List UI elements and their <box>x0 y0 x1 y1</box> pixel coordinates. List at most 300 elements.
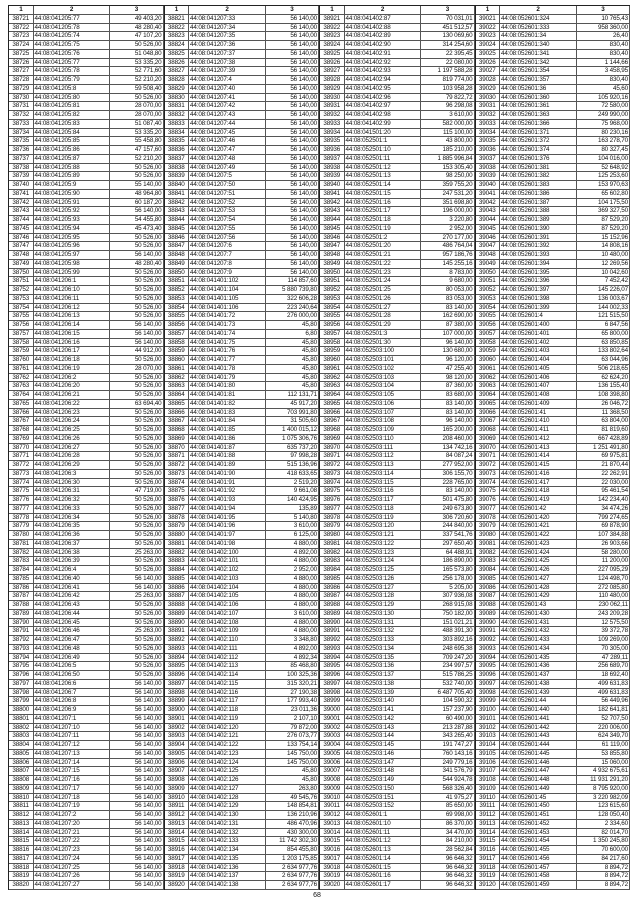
table-row <box>476 146 631 155</box>
cadastral-number: 44:08:052601:440 <box>500 706 577 715</box>
cadastral-number: 44:08:052601:427 <box>500 575 577 584</box>
value-cell: 26 046,72 <box>577 400 630 409</box>
cadastral-number: 44:08:041207:39 <box>189 67 266 76</box>
table-row <box>165 680 320 689</box>
table-row <box>9 94 164 103</box>
table-row <box>165 295 320 304</box>
value-cell: 34 474,26 <box>577 505 630 514</box>
table-row <box>165 426 320 435</box>
value-cell: 343 265,40 <box>421 732 474 741</box>
cadastral-number: 44:08:041402:122 <box>189 741 266 750</box>
cadastral-number: 44:08:041402:94 <box>345 76 422 85</box>
row-number: 38992 <box>320 636 345 645</box>
table-row <box>165 417 320 426</box>
row-number: 38794 <box>9 654 34 663</box>
value-cell: 56 140,00 <box>266 129 319 138</box>
table-row <box>9 120 164 129</box>
table-row <box>165 741 320 750</box>
cadastral-number: 44:08:041402:119 <box>189 715 266 724</box>
cadastral-number: 44:08:041207:16 <box>34 776 111 785</box>
value-cell: 276 000,00 <box>266 312 319 321</box>
row-number: 39117 <box>476 855 501 864</box>
value-cell: 56 140,00 <box>110 706 163 715</box>
cadastral-number: 44:08:052501:17 <box>345 207 422 216</box>
table-row <box>9 225 164 234</box>
row-number: 38995 <box>320 662 345 671</box>
table-row <box>9 610 164 619</box>
value-cell: 185 210,00 <box>421 146 474 155</box>
cadastral-number: 44:08:041207:37 <box>189 50 266 59</box>
cadastral-number: 44:08:041401:79 <box>189 374 266 383</box>
value-cell: 23 011,36 <box>266 706 319 715</box>
table-row <box>320 540 475 549</box>
value-cell: 208 460,00 <box>421 435 474 444</box>
row-number: 39056 <box>476 321 501 330</box>
row-number: 38898 <box>165 689 190 698</box>
value-cell: 4 880,00 <box>266 557 319 566</box>
row-number: 39101 <box>476 715 501 724</box>
row-number: 39048 <box>476 251 501 260</box>
cadastral-number: 44:08:052601:399 <box>500 304 577 313</box>
table-row <box>320 584 475 593</box>
table-row <box>320 400 475 409</box>
row-number: 38782 <box>9 549 34 558</box>
table-row <box>320 671 475 680</box>
cadastral-number: 44:08:052503:107 <box>345 409 422 418</box>
table-row <box>476 417 631 426</box>
table-row <box>165 400 320 409</box>
value-cell: 53 335,20 <box>110 59 163 68</box>
value-cell: 6 125,00 <box>266 531 319 540</box>
row-number: 38839 <box>165 172 190 181</box>
table-row <box>476 566 631 575</box>
table-row <box>320 514 475 523</box>
column-header: 3 <box>110 6 163 15</box>
table-row <box>476 837 631 846</box>
cadastral-number: 44:08:052503:141 <box>345 706 422 715</box>
cadastral-number: 44:08:041402:115 <box>189 680 266 689</box>
cadastral-number: 44:08:052601:454 <box>500 837 577 846</box>
row-number: 38842 <box>165 199 190 208</box>
value-cell: 136 155,40 <box>577 382 630 391</box>
value-cell: 62 624,20 <box>577 374 630 383</box>
row-number: 38799 <box>9 697 34 706</box>
table-row <box>476 864 631 873</box>
value-cell: 213 287,88 <box>421 724 474 733</box>
cadastral-number: 44:08:041402:104 <box>189 584 266 593</box>
cadastral-number: 44:08:041206:39 <box>34 557 111 566</box>
table-row <box>9 619 164 628</box>
cadastral-number: 44:08:052601:456 <box>500 855 577 864</box>
value-cell: 96 646,32 <box>421 855 474 864</box>
cadastral-number: 44:08:041206:3 <box>34 470 111 479</box>
row-number: 38881 <box>165 540 190 549</box>
cadastral-number: 44:08:052601:382 <box>500 172 577 181</box>
value-cell: 52 771,60 <box>110 67 163 76</box>
row-number: 39043 <box>476 207 501 216</box>
cadastral-number: 44:08:041402:137 <box>189 872 266 881</box>
row-number: 38910 <box>165 794 190 803</box>
row-number: 39067 <box>476 417 501 426</box>
value-cell: 10 480,00 <box>577 251 630 260</box>
table-row <box>320 330 475 339</box>
value-cell: 2 334,60 <box>577 820 630 829</box>
cadastral-number: 44:08:052503:116 <box>345 487 422 496</box>
table-row <box>476 557 631 566</box>
value-cell: 418 633,65 <box>266 470 319 479</box>
table-row <box>320 881 475 890</box>
cadastral-number: 44:08:052503:106 <box>345 400 422 409</box>
cadastral-number: 44:08:052601:408 <box>500 391 577 400</box>
value-cell: 515 786,25 <box>421 671 474 680</box>
table-row <box>476 295 631 304</box>
value-cell: 136 003,67 <box>577 295 630 304</box>
value-cell: 220 006,00 <box>577 724 630 733</box>
value-cell: 430 300,00 <box>266 829 319 838</box>
table-row <box>476 514 631 523</box>
value-cell: 44 912,00 <box>110 347 163 356</box>
row-number: 38748 <box>9 251 34 260</box>
value-cell: 50 526,00 <box>110 277 163 286</box>
row-number: 38774 <box>9 479 34 488</box>
cadastral-number: 44:08:041402:136 <box>189 864 266 873</box>
value-cell: 51 048,80 <box>110 50 163 59</box>
table-row <box>165 470 320 479</box>
row-number: 39046 <box>476 234 501 243</box>
table-row <box>320 339 475 348</box>
row-number: 39108 <box>476 776 501 785</box>
row-number: 39093 <box>476 645 501 654</box>
cadastral-number: 44:08:041206:23 <box>34 409 111 418</box>
value-cell: 55 140,00 <box>110 181 163 190</box>
value-cell: 56 140,00 <box>110 715 163 724</box>
row-number: 38846 <box>165 234 190 243</box>
table-row <box>165 94 320 103</box>
table-row <box>9 872 164 881</box>
value-cell: 8 894,72 <box>577 881 630 890</box>
cadastral-number: 44:08:052601:449 <box>500 785 577 794</box>
cadastral-number: 44:08:041206:20 <box>34 382 111 391</box>
cadastral-number: 44:08:052503:111 <box>345 444 422 453</box>
cadastral-number: 44:08:052601:41 <box>500 409 577 418</box>
row-number: 38731 <box>9 102 34 111</box>
row-number: 38894 <box>165 654 190 663</box>
row-number: 38868 <box>165 426 190 435</box>
cadastral-number: 44:08:052501:23 <box>345 269 422 278</box>
cadastral-number: 44:08:052601:431 <box>500 619 577 628</box>
value-cell: 28 562,84 <box>421 846 474 855</box>
value-cell: 957 186,76 <box>421 251 474 260</box>
table-row <box>320 76 475 85</box>
cadastral-number: 44:08:041402:133 <box>189 837 266 846</box>
cadastral-number: 44:08:041207:1 <box>34 715 111 724</box>
value-cell: 56 140,00 <box>110 339 163 348</box>
cadastral-number: 44:08:052601:458 <box>500 872 577 881</box>
value-cell: 568 326,40 <box>421 785 474 794</box>
cadastral-number: 44:08:052601:395 <box>500 269 577 278</box>
cadastral-number: 44:08:041206:17 <box>34 347 111 356</box>
table-row <box>476 592 631 601</box>
header-row <box>165 6 320 15</box>
cadastral-number: 44:08:041401:72 <box>189 312 266 321</box>
row-number: 39029 <box>476 85 501 94</box>
cadastral-number: 44:08:052601:43 <box>500 601 577 610</box>
value-cell: 50 526,00 <box>110 382 163 391</box>
table-row <box>476 531 631 540</box>
value-cell: 52 648,92 <box>577 164 630 173</box>
value-cell: 8 894,72 <box>577 864 630 873</box>
table-row <box>165 251 320 260</box>
cadastral-number: 44:08:052601:444 <box>500 741 577 750</box>
cadastral-number: 44:08:041402:121 <box>189 732 266 741</box>
value-cell: 56 140,00 <box>110 330 163 339</box>
cadastral-number: 44:08:041402:129 <box>189 802 266 811</box>
column-header: 1 <box>320 6 345 15</box>
table-row <box>476 15 631 24</box>
value-cell: 56 140,00 <box>110 207 163 216</box>
cadastral-number: 44:08:041206:28 <box>34 452 111 461</box>
row-number: 38737 <box>9 155 34 164</box>
value-cell: 22 395,45 <box>421 50 474 59</box>
cadastral-number: 44:08:052601:42 <box>500 505 577 514</box>
cadastral-number: 44:08:041401:89 <box>189 461 266 470</box>
row-number: 38871 <box>165 452 190 461</box>
value-cell: 47 289,11 <box>577 654 630 663</box>
row-number: 39079 <box>476 522 501 531</box>
table-row <box>165 172 320 181</box>
cadastral-number: 44:08:041401:88 <box>189 452 266 461</box>
value-cell: 63 804,00 <box>577 417 630 426</box>
value-cell: 958 360,00 <box>577 24 630 33</box>
table-row <box>476 391 631 400</box>
row-number: 38897 <box>165 680 190 689</box>
table-row <box>320 391 475 400</box>
row-number: 39054 <box>476 304 501 313</box>
value-cell: 69 998,00 <box>421 811 474 820</box>
cadastral-number: 44:08:052601:442 <box>500 724 577 733</box>
table-row <box>9 776 164 785</box>
value-cell: 47 107,20 <box>110 32 163 41</box>
value-cell: 52 707,50 <box>577 715 630 724</box>
table-row <box>320 295 475 304</box>
table-row <box>9 146 164 155</box>
cadastral-number: 44:08:041402:107 <box>189 610 266 619</box>
table-row <box>476 496 631 505</box>
row-number: 39106 <box>476 759 501 768</box>
row-number: 39068 <box>476 426 501 435</box>
table-row <box>320 654 475 663</box>
value-cell: 41 975,27 <box>421 794 474 803</box>
value-cell: 56 140,00 <box>110 794 163 803</box>
table-row <box>476 199 631 208</box>
table-row <box>476 277 631 286</box>
table-row <box>9 689 164 698</box>
cadastral-number: 44:08:041402:134 <box>189 846 266 855</box>
cadastral-number: 44:08:052601:371 <box>500 129 577 138</box>
row-number: 38857 <box>165 330 190 339</box>
cadastral-number: 44:08:041206:38 <box>34 549 111 558</box>
value-cell: 6 847,56 <box>577 321 630 330</box>
cadastral-number: 44:08:041401:106 <box>189 304 266 313</box>
cadastral-number: 44:08:041206:49 <box>34 654 111 663</box>
table-row <box>320 225 475 234</box>
value-cell: 64 488,91 <box>421 549 474 558</box>
value-cell: 63 850,85 <box>577 339 630 348</box>
cadastral-number: 44:08:052601:13 <box>345 846 422 855</box>
row-number: 38968 <box>320 426 345 435</box>
table-row <box>9 435 164 444</box>
table-row <box>165 785 320 794</box>
column-header: 1 <box>165 6 190 15</box>
row-number: 38886 <box>165 584 190 593</box>
table-row <box>320 251 475 260</box>
value-cell: 83 680,00 <box>421 391 474 400</box>
cadastral-number: 44:08:041205:85 <box>34 137 111 146</box>
table-row <box>9 802 164 811</box>
column-header: 3 <box>266 6 319 15</box>
value-cell: 3 610,00 <box>421 111 474 120</box>
cadastral-number: 44:08:052601:412 <box>500 435 577 444</box>
row-number: 38786 <box>9 584 34 593</box>
cadastral-number: 44:08:041207:14 <box>34 759 111 768</box>
table-row <box>9 59 164 68</box>
table-block <box>8 5 164 890</box>
row-number: 38787 <box>9 592 34 601</box>
value-cell: 256 178,00 <box>421 575 474 584</box>
table-row <box>165 146 320 155</box>
cadastral-number: 44:08:041205:93 <box>34 216 111 225</box>
table-row <box>320 199 475 208</box>
cadastral-number: 44:08:041401:76 <box>189 347 266 356</box>
cadastral-number: 44:08:052503:150 <box>345 785 422 794</box>
row-number: 38884 <box>165 566 190 575</box>
cadastral-number: 44:08:052601:392 <box>500 242 577 251</box>
row-number: 38959 <box>320 347 345 356</box>
row-number: 38980 <box>320 531 345 540</box>
value-cell: 50 526,00 <box>110 566 163 575</box>
cadastral-number: 44:08:041401:81 <box>189 391 266 400</box>
value-cell: 52 210,20 <box>110 76 163 85</box>
cadastral-number: 44:08:041207:20 <box>34 820 111 829</box>
row-number: 38972 <box>320 461 345 470</box>
table-row <box>476 802 631 811</box>
cadastral-number: 44:08:041205:91 <box>34 199 111 208</box>
column-header: 3 <box>577 6 630 15</box>
cadastral-number: 44:08:041206:36 <box>34 531 111 540</box>
table-row <box>165 697 320 706</box>
value-cell: 50 526,00 <box>110 164 163 173</box>
value-cell: 56 140,00 <box>266 15 319 24</box>
table-row <box>476 304 631 313</box>
value-cell: 124 498,70 <box>577 575 630 584</box>
value-cell: 60 490,00 <box>421 715 474 724</box>
row-number: 39062 <box>476 374 501 383</box>
table-row <box>9 636 164 645</box>
value-cell: 11 200,00 <box>577 557 630 566</box>
cadastral-number: 44:08:041205:97 <box>34 251 111 260</box>
table-row <box>320 496 475 505</box>
cadastral-number: 44:08:052601:387 <box>500 199 577 208</box>
row-number: 39057 <box>476 330 501 339</box>
table-row <box>320 706 475 715</box>
table-row <box>165 24 320 33</box>
value-cell: 249 673,80 <box>421 505 474 514</box>
cadastral-number: 44:08:052601:394 <box>500 260 577 269</box>
row-number: 38863 <box>165 382 190 391</box>
row-number: 38876 <box>165 496 190 505</box>
row-number: 39104 <box>476 741 501 750</box>
cadastral-number: 44:08:052503:135 <box>345 654 422 663</box>
value-cell: 50 526,00 <box>110 531 163 540</box>
cadastral-number: 44:08:052601:445 <box>500 750 577 759</box>
table-row <box>476 59 631 68</box>
row-number: 38764 <box>9 391 34 400</box>
table-row <box>9 697 164 706</box>
row-number: 38850 <box>165 269 190 278</box>
cadastral-number: 44:08:052501:26 <box>345 295 422 304</box>
value-cell: 1 885 996,84 <box>421 155 474 164</box>
cadastral-number: 44:08:052601:400 <box>500 321 577 330</box>
table-row <box>165 365 320 374</box>
table-row <box>9 24 164 33</box>
row-number: 39013 <box>320 820 345 829</box>
value-cell: 70 031,01 <box>421 15 474 24</box>
table-row <box>165 794 320 803</box>
table-row <box>320 452 475 461</box>
value-cell: 79 822,72 <box>421 94 474 103</box>
table-row <box>320 724 475 733</box>
cadastral-number: 44:08:041207:6 <box>189 242 266 251</box>
cadastral-number: 44:08:041207:47 <box>189 146 266 155</box>
row-number: 38767 <box>9 417 34 426</box>
value-cell: 50 526,00 <box>110 654 163 663</box>
row-number: 38912 <box>165 811 190 820</box>
cadastral-number: 44:08:052601:422 <box>500 531 577 540</box>
table-row <box>320 759 475 768</box>
row-number: 38870 <box>165 444 190 453</box>
cadastral-number: 44:08:041501:20 <box>345 129 422 138</box>
value-cell: 2 519,20 <box>266 479 319 488</box>
row-number: 39075 <box>476 487 501 496</box>
cadastral-number: 44:08:041402:128 <box>189 794 266 803</box>
cadastral-number: 44:08:052601:34 <box>500 32 577 41</box>
value-cell: 303 892,16 <box>421 636 474 645</box>
row-number: 39039 <box>476 172 501 181</box>
value-cell: 56 140,00 <box>266 207 319 216</box>
row-number: 38865 <box>165 400 190 409</box>
value-cell: 45,80 <box>266 356 319 365</box>
row-number: 39049 <box>476 260 501 269</box>
row-number: 38866 <box>165 409 190 418</box>
row-number: 38936 <box>320 146 345 155</box>
cadastral-number: 44:08:052503:127 <box>345 584 422 593</box>
cadastral-number: 44:08:052503:124 <box>345 557 422 566</box>
cadastral-number: 44:08:052501:14 <box>345 181 422 190</box>
table-row <box>165 242 320 251</box>
row-number: 39074 <box>476 479 501 488</box>
row-number: 38741 <box>9 190 34 199</box>
row-number: 38788 <box>9 601 34 610</box>
cadastral-number: 44:08:041401:92 <box>189 487 266 496</box>
row-number: 38974 <box>320 479 345 488</box>
row-number: 38817 <box>9 855 34 864</box>
value-cell: 56 140,00 <box>266 24 319 33</box>
value-cell: 96 646,32 <box>421 881 474 890</box>
table-row <box>9 15 164 24</box>
value-cell: 26,40 <box>577 32 630 41</box>
row-number: 39001 <box>320 715 345 724</box>
table-row <box>9 654 164 663</box>
